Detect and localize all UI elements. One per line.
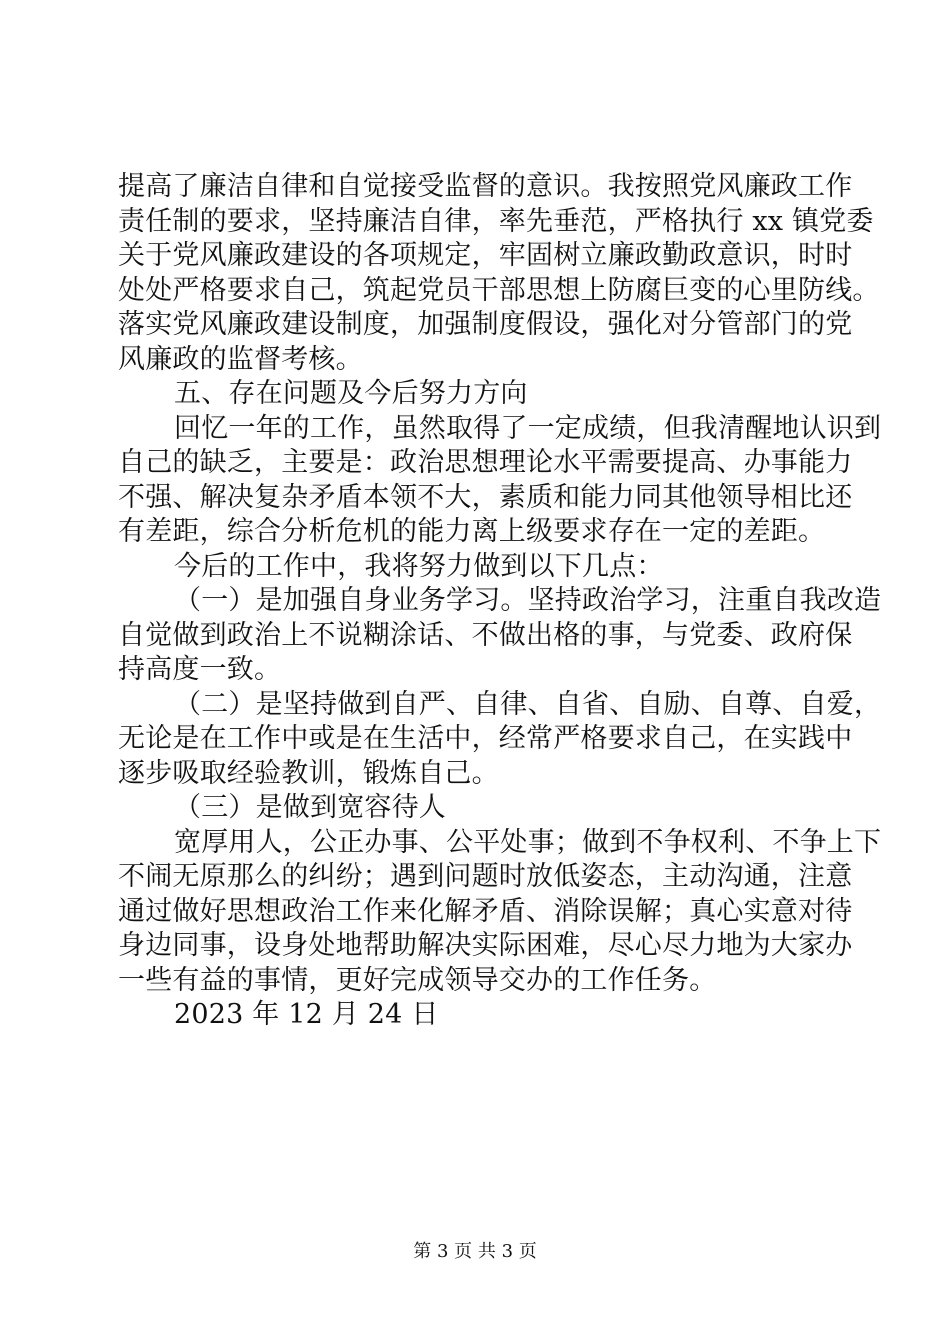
paragraph-point-two bbox=[118, 688, 882, 792]
paragraph-point-three bbox=[118, 826, 882, 999]
paragraph-integrity bbox=[118, 170, 880, 377]
text-line: （二）是坚持做到自严、自律、自省、自励、自尊、自爱， bbox=[174, 688, 882, 720]
text-line: 一些有益的事情，更好完成领导交办的工作任务。 bbox=[118, 964, 717, 996]
text-line: 无论是在工作中或是在生活中，经常严格要求自己，在实践中 bbox=[118, 723, 853, 754]
text-line: 提高了廉洁自律和自觉接受监督的意识。我按照党风廉政工作 bbox=[118, 171, 853, 202]
text-line: 自觉做到政治上不说糊涂话、不做出格的事，与党委、政府保 bbox=[118, 619, 853, 651]
text-line: 持高度一致。 bbox=[118, 654, 282, 685]
text-line: 风廉政的监督考核。 bbox=[118, 343, 363, 375]
paragraph-point-one bbox=[118, 584, 882, 688]
page-footer: 第 3 页 共 3 页 bbox=[413, 1241, 537, 1262]
text-line: （一）是加强自身业务学习。坚持政治学习，注重自我改造 bbox=[174, 585, 882, 616]
text-line: 处处严格要求自己，筑起党员干部思想上防腐巨变的心里防线。 bbox=[118, 274, 880, 306]
text-line: 五、存在问题及今后努力方向 bbox=[174, 378, 528, 409]
text-line: 2023 年 12 月 24 日 bbox=[174, 999, 439, 1030]
text-line: 自己的缺乏，主要是：政治思想理论水平需要提高、办事能力 bbox=[118, 447, 853, 478]
text-line: 回忆一年的工作，虽然取得了一定成绩，但我清醒地认识到 bbox=[174, 412, 882, 444]
text-line: 通过做好思想政治工作来化解矛盾、消除误解；真心实意对待 bbox=[118, 895, 853, 927]
text-line: 宽厚用人，公正办事、公平处事；做到不争权利、不争上下 bbox=[174, 826, 882, 858]
text-line: 逐步吸取经验教训，锻炼自己。 bbox=[118, 757, 499, 789]
document-date bbox=[118, 998, 848, 1033]
text-line: 落实党风廉政建设制度，加强制度假设，强化对分管部门的党 bbox=[118, 309, 853, 340]
paragraph-review bbox=[118, 412, 882, 550]
text-line: 今后的工作中，我将努力做到以下几点： bbox=[174, 550, 664, 582]
text-line: （三）是做到宽容待人 bbox=[174, 792, 446, 823]
text-line: 关于党风廉政建设的各项规定，牢固树立廉政勤政意识，时时 bbox=[118, 240, 853, 271]
text-line: 不强、解决复杂矛盾本领不大，素质和能力同其他领导相比还 bbox=[118, 481, 853, 513]
text-line: 身边同事，设身处地帮助解决实际困难，尽心尽力地为大家办 bbox=[118, 930, 853, 961]
section-heading bbox=[118, 377, 848, 412]
text-line: 责任制的要求，坚持廉洁自律，率先垂范，严格执行 xx 镇党委 bbox=[118, 205, 874, 237]
document-body bbox=[118, 170, 882, 1033]
paragraph-plan-intro bbox=[118, 550, 848, 585]
text-line: 不闹无原那么的纠纷；遇到问题时放低姿态，主动沟通，注意 bbox=[118, 861, 853, 892]
paragraph-point-three-heading bbox=[118, 791, 848, 826]
text-line: 有差距，综合分析危机的能力离上级要求存在一定的差距。 bbox=[118, 516, 826, 547]
